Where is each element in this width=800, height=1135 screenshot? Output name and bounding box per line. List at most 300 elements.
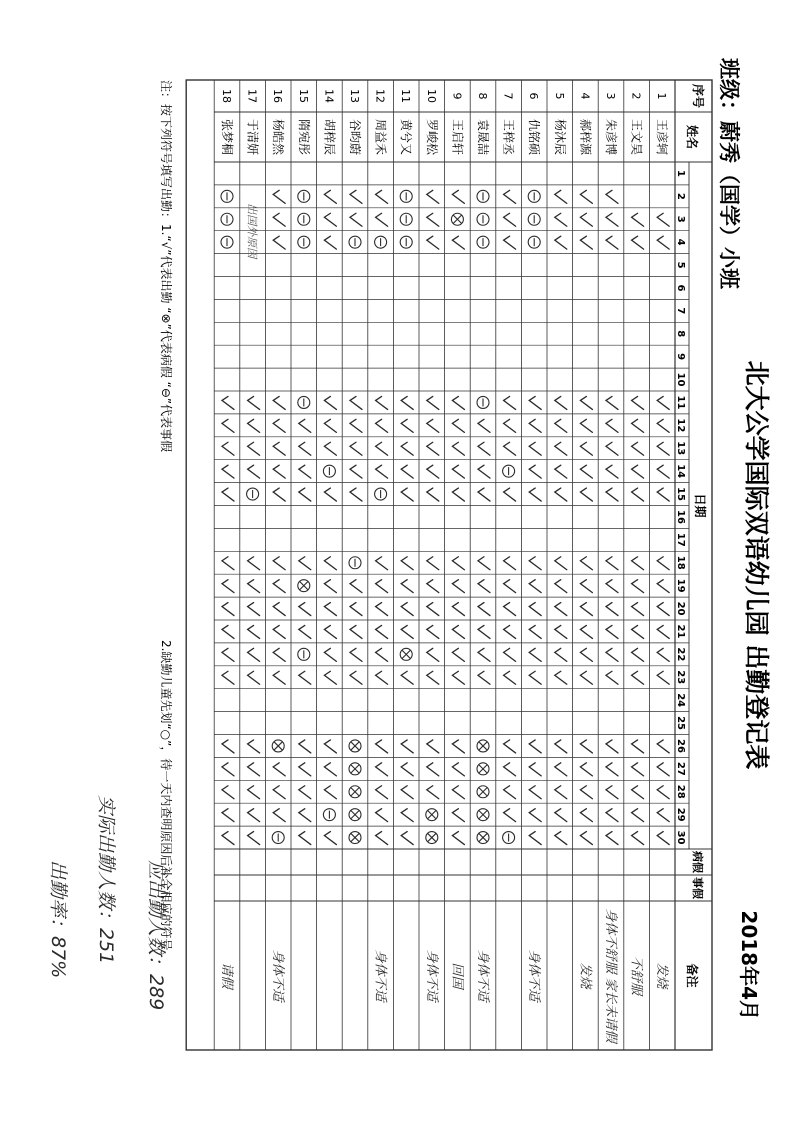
handwritten-note: 身体不适 bbox=[475, 949, 490, 1002]
handwritten-note: 发烧 bbox=[654, 962, 670, 989]
attendance-check-mark bbox=[222, 396, 234, 409]
attendance-check-mark bbox=[632, 557, 644, 570]
personal-leave-mark bbox=[503, 465, 515, 477]
attendance-check-mark bbox=[452, 190, 464, 203]
attendance-check-mark bbox=[324, 488, 336, 501]
day-number: 29 bbox=[675, 807, 686, 822]
attendance-check-mark bbox=[555, 832, 567, 845]
attendance-check-mark bbox=[324, 557, 336, 570]
sick-leave-mark bbox=[477, 740, 489, 752]
attendance-check-mark bbox=[324, 603, 336, 616]
attendance-check-mark bbox=[401, 786, 413, 799]
attendance-check-mark bbox=[299, 763, 311, 776]
attendance-check-mark bbox=[299, 488, 311, 501]
personal-leave-mark bbox=[298, 396, 310, 408]
attendance-check-mark bbox=[376, 786, 388, 799]
attendance-check-mark bbox=[580, 396, 592, 409]
attendance-check-mark bbox=[324, 648, 336, 661]
attendance-check-mark bbox=[427, 465, 439, 478]
attendance-check-mark bbox=[376, 213, 388, 226]
attendance-check-mark bbox=[427, 740, 439, 753]
attendance-check-mark bbox=[606, 671, 618, 684]
attendance-check-mark bbox=[529, 763, 541, 776]
attendance-check-mark bbox=[555, 488, 567, 501]
personal-leave-mark bbox=[349, 557, 361, 569]
attendance-check-mark bbox=[529, 580, 541, 593]
personal-leave-mark bbox=[400, 190, 412, 202]
attendance-check-mark bbox=[580, 603, 592, 616]
attendance-check-mark bbox=[606, 786, 618, 799]
sick-leave-mark bbox=[477, 763, 489, 775]
sick-leave-header: 病假 bbox=[691, 851, 704, 873]
attendance-check-mark bbox=[504, 190, 516, 203]
attendance-check-mark bbox=[273, 190, 285, 203]
personal-leave-mark bbox=[528, 190, 540, 202]
attendance-check-mark bbox=[299, 740, 311, 753]
attendance-check-mark bbox=[529, 625, 541, 638]
attendance-check-mark bbox=[376, 190, 388, 203]
day-number: 5 bbox=[675, 261, 686, 269]
attendance-check-mark bbox=[504, 740, 516, 753]
sick-leave-mark bbox=[426, 809, 438, 821]
attendance-check-mark bbox=[401, 488, 413, 501]
attendance-check-mark bbox=[606, 213, 618, 226]
attendance-check-mark bbox=[248, 832, 260, 845]
attendance-check-mark bbox=[376, 557, 388, 570]
attendance-check-mark bbox=[606, 465, 618, 478]
personal-leave-mark bbox=[477, 236, 489, 248]
attendance-check-mark bbox=[376, 671, 388, 684]
attendance-check-mark bbox=[324, 442, 336, 455]
attendance-check-mark bbox=[632, 236, 644, 249]
attendance-check-mark bbox=[299, 832, 311, 845]
attendance-check-mark bbox=[248, 465, 260, 478]
attendance-check-mark bbox=[504, 786, 516, 799]
attendance-check-mark bbox=[606, 625, 618, 638]
attendance-check-mark bbox=[606, 190, 618, 203]
attendance-check-mark bbox=[324, 786, 336, 799]
attendance-check-mark bbox=[657, 786, 669, 799]
sick-leave-mark bbox=[272, 740, 284, 752]
attendance-check-mark bbox=[299, 671, 311, 684]
attendance-check-mark bbox=[273, 786, 285, 799]
attendance-check-mark bbox=[632, 465, 644, 478]
day-number: 19 bbox=[675, 578, 686, 593]
attendance-check-mark bbox=[657, 809, 669, 822]
student-number: 6 bbox=[527, 92, 541, 100]
attendance-check-mark bbox=[222, 580, 234, 593]
attendance-check-mark bbox=[555, 557, 567, 570]
attendance-check-mark bbox=[376, 419, 388, 432]
personal-leave-mark bbox=[400, 236, 412, 248]
attendance-check-mark bbox=[478, 580, 490, 593]
attendance-check-mark bbox=[478, 557, 490, 570]
attendance-check-mark bbox=[657, 763, 669, 776]
student-name: 于清妍 bbox=[245, 118, 260, 156]
personal-leave-mark bbox=[503, 832, 515, 844]
attendance-check-mark bbox=[632, 786, 644, 799]
attendance-check-mark bbox=[350, 396, 362, 409]
sick-leave-mark bbox=[349, 763, 361, 775]
attendance-check-mark bbox=[580, 190, 592, 203]
attendance-check-mark bbox=[632, 580, 644, 593]
attendance-check-mark bbox=[555, 786, 567, 799]
attendance-check-mark bbox=[273, 419, 285, 432]
day-number: 1 bbox=[675, 169, 686, 177]
attendance-check-mark bbox=[222, 671, 234, 684]
attendance-check-mark bbox=[427, 442, 439, 455]
attendance-check-mark bbox=[427, 419, 439, 432]
attendance-check-mark bbox=[248, 740, 260, 753]
attendance-check-mark bbox=[606, 763, 618, 776]
attendance-check-mark bbox=[478, 648, 490, 661]
attendance-check-mark bbox=[401, 442, 413, 455]
attendance-check-mark bbox=[299, 786, 311, 799]
attendance-check-mark bbox=[248, 396, 260, 409]
attendance-check-mark bbox=[376, 740, 388, 753]
student-name: 袁晟喆 bbox=[476, 118, 490, 156]
attendance-check-mark bbox=[350, 603, 362, 616]
name-header: 姓名 bbox=[685, 124, 699, 150]
day-number: 11 bbox=[675, 395, 686, 410]
attendance-rate: 出勤率：87% bbox=[47, 860, 69, 979]
student-number: 9 bbox=[450, 92, 464, 100]
attendance-check-mark bbox=[248, 580, 260, 593]
day-number: 27 bbox=[675, 761, 686, 776]
day-number: 2 bbox=[675, 192, 686, 200]
attendance-check-mark bbox=[248, 557, 260, 570]
personal-leave-mark bbox=[298, 236, 310, 248]
student-number: 15 bbox=[296, 89, 310, 103]
attendance-check-mark bbox=[632, 648, 644, 661]
attendance-check-mark bbox=[222, 465, 234, 478]
attendance-check-mark bbox=[401, 671, 413, 684]
day-number: 8 bbox=[675, 330, 686, 338]
attendance-check-mark bbox=[657, 236, 669, 249]
handwritten-note: 身体不适 bbox=[372, 949, 388, 1002]
attendance-check-mark bbox=[452, 236, 464, 249]
attendance-check-mark bbox=[324, 671, 336, 684]
personal-leave-mark bbox=[477, 190, 489, 202]
day-number: 17 bbox=[675, 532, 686, 547]
attendance-check-mark bbox=[452, 648, 464, 661]
personal-leave-mark bbox=[298, 648, 310, 660]
crossed-out-note: 出国外原因 bbox=[245, 203, 259, 259]
personal-leave-mark bbox=[247, 488, 259, 500]
legend-note: 注：按下列符号填写出勤：1.“√”代表出勤 “⊗”代表病假 “⊖”代表事假 bbox=[159, 80, 173, 453]
notes-header: 备注 bbox=[685, 963, 699, 988]
attendance-check-mark bbox=[657, 419, 669, 432]
attendance-check-mark bbox=[452, 557, 464, 570]
attendance-check-mark bbox=[324, 419, 336, 432]
attendance-check-mark bbox=[555, 809, 567, 822]
attendance-check-mark bbox=[376, 580, 388, 593]
attendance-check-mark bbox=[580, 419, 592, 432]
attendance-check-mark bbox=[580, 740, 592, 753]
attendance-check-mark bbox=[222, 442, 234, 455]
attendance-check-mark bbox=[273, 625, 285, 638]
student-name: 王文昊 bbox=[629, 118, 644, 156]
day-number: 20 bbox=[675, 601, 686, 616]
attendance-check-mark bbox=[606, 580, 618, 593]
attendance-check-mark bbox=[555, 603, 567, 616]
attendance-check-mark bbox=[248, 648, 260, 661]
attendance-check-mark bbox=[580, 786, 592, 799]
attendance-check-mark bbox=[504, 557, 516, 570]
student-number: 13 bbox=[348, 89, 361, 103]
attendance-check-mark bbox=[376, 396, 388, 409]
attendance-check-mark bbox=[350, 625, 362, 638]
sick-leave-mark bbox=[349, 740, 361, 752]
day-number: 18 bbox=[675, 555, 686, 570]
attendance-check-mark bbox=[324, 236, 336, 249]
sheet-date: 2018年4月 bbox=[737, 910, 761, 1020]
attendance-check-mark bbox=[580, 236, 592, 249]
attendance-check-mark bbox=[606, 557, 618, 570]
class-label: 班级：蔚秀（国学）小班 bbox=[717, 58, 741, 289]
attendance-check-mark bbox=[555, 190, 567, 203]
attendance-check-mark bbox=[248, 763, 260, 776]
student-name: 谷昀蔚 bbox=[348, 118, 362, 156]
student-number: 10 bbox=[424, 89, 438, 103]
day-number: 15 bbox=[675, 487, 686, 502]
attendance-check-mark bbox=[427, 603, 439, 616]
attendance-check-mark bbox=[222, 625, 234, 638]
attendance-check-mark bbox=[529, 648, 541, 661]
day-number: 28 bbox=[675, 784, 686, 799]
attendance-check-mark bbox=[529, 488, 541, 501]
attendance-check-mark bbox=[580, 213, 592, 226]
attendance-check-mark bbox=[632, 442, 644, 455]
attendance-check-mark bbox=[401, 625, 413, 638]
attendance-check-mark bbox=[452, 740, 464, 753]
attendance-check-mark bbox=[606, 396, 618, 409]
attendance-check-mark bbox=[632, 740, 644, 753]
student-number: 14 bbox=[322, 89, 336, 103]
attendance-check-mark bbox=[273, 671, 285, 684]
attendance-check-mark bbox=[632, 213, 644, 226]
attendance-check-mark bbox=[504, 671, 516, 684]
personal-leave-header: 事假 bbox=[691, 877, 704, 899]
attendance-check-mark bbox=[222, 488, 234, 501]
attendance-check-mark bbox=[504, 419, 516, 432]
personal-leave-mark bbox=[477, 213, 489, 225]
attendance-check-mark bbox=[606, 488, 618, 501]
student-name: 朱彦博 bbox=[604, 118, 618, 156]
student-number: 17 bbox=[245, 89, 259, 103]
student-number: 5 bbox=[552, 92, 566, 100]
attendance-check-mark bbox=[427, 190, 439, 203]
day-number: 9 bbox=[675, 353, 686, 361]
attendance-check-mark bbox=[632, 832, 644, 845]
attendance-check-mark bbox=[452, 580, 464, 593]
attendance-check-mark bbox=[350, 671, 362, 684]
attendance-check-mark bbox=[452, 786, 464, 799]
attendance-check-mark bbox=[222, 740, 234, 753]
attendance-check-mark bbox=[555, 671, 567, 684]
attendance-check-mark bbox=[248, 442, 260, 455]
attendance-check-mark bbox=[248, 625, 260, 638]
attendance-check-mark bbox=[222, 419, 234, 432]
handwritten-note: 发烧 bbox=[577, 962, 593, 989]
attendance-check-mark bbox=[273, 648, 285, 661]
attendance-check-mark bbox=[529, 832, 541, 845]
seq-header: 序号 bbox=[691, 83, 705, 109]
day-number: 16 bbox=[675, 509, 686, 524]
sick-leave-mark bbox=[298, 580, 310, 592]
attendance-check-mark bbox=[606, 740, 618, 753]
attendance-check-mark bbox=[657, 557, 669, 570]
attendance-check-mark bbox=[273, 580, 285, 593]
personal-leave-mark bbox=[349, 236, 361, 248]
attendance-check-mark bbox=[555, 648, 567, 661]
student-name: 张梦桐 bbox=[220, 118, 234, 156]
personal-leave-mark bbox=[221, 236, 233, 248]
attendance-check-mark bbox=[350, 488, 362, 501]
personal-leave-mark bbox=[298, 190, 310, 202]
day-number: 22 bbox=[675, 647, 686, 662]
attendance-check-mark bbox=[427, 625, 439, 638]
attendance-check-mark bbox=[222, 786, 234, 799]
attendance-check-mark bbox=[427, 236, 439, 249]
attendance-check-mark bbox=[324, 763, 336, 776]
attendance-check-mark bbox=[504, 442, 516, 455]
attendance-check-mark bbox=[273, 488, 285, 501]
handwritten-note: 不舒服 bbox=[628, 955, 644, 996]
attendance-check-mark bbox=[580, 832, 592, 845]
attendance-check-mark bbox=[606, 648, 618, 661]
attendance-check-mark bbox=[555, 419, 567, 432]
attendance-check-mark bbox=[299, 465, 311, 478]
attendance-check-mark bbox=[222, 832, 234, 845]
attendance-check-mark bbox=[452, 603, 464, 616]
attendance-check-mark bbox=[452, 832, 464, 845]
attendance-check-mark bbox=[529, 419, 541, 432]
sick-leave-mark bbox=[426, 832, 438, 844]
attendance-check-mark bbox=[401, 763, 413, 776]
attendance-check-mark bbox=[376, 625, 388, 638]
attendance-check-mark bbox=[299, 603, 311, 616]
attendance-table bbox=[186, 80, 712, 1050]
personal-leave-mark bbox=[528, 213, 540, 225]
attendance-check-mark bbox=[580, 580, 592, 593]
sick-leave-mark bbox=[477, 809, 489, 821]
attendance-check-mark bbox=[427, 488, 439, 501]
attendance-check-mark bbox=[657, 603, 669, 616]
personal-leave-mark bbox=[375, 236, 387, 248]
attendance-check-mark bbox=[427, 671, 439, 684]
student-name: 仇铭硕 bbox=[527, 118, 542, 156]
attendance-check-mark bbox=[478, 625, 490, 638]
attendance-check-mark bbox=[273, 442, 285, 455]
attendance-check-mark bbox=[529, 442, 541, 455]
attendance-check-mark bbox=[401, 832, 413, 845]
attendance-check-mark bbox=[273, 236, 285, 249]
student-number: 7 bbox=[501, 92, 515, 100]
day-number: 7 bbox=[675, 307, 686, 315]
attendance-check-mark bbox=[273, 465, 285, 478]
attendance-check-mark bbox=[580, 488, 592, 501]
attendance-check-mark bbox=[350, 213, 362, 226]
attendance-check-mark bbox=[350, 580, 362, 593]
attendance-check-mark bbox=[580, 763, 592, 776]
attendance-check-mark bbox=[452, 396, 464, 409]
attendance-check-mark bbox=[401, 419, 413, 432]
attendance-check-mark bbox=[529, 809, 541, 822]
attendance-check-mark bbox=[273, 809, 285, 822]
personal-leave-mark bbox=[528, 236, 540, 248]
attendance-check-mark bbox=[555, 740, 567, 753]
attendance-check-mark bbox=[555, 213, 567, 226]
attendance-check-mark bbox=[376, 809, 388, 822]
attendance-check-mark bbox=[580, 557, 592, 570]
attendance-check-mark bbox=[427, 557, 439, 570]
day-number: 6 bbox=[675, 284, 686, 292]
attendance-check-mark bbox=[401, 603, 413, 616]
personal-leave-mark bbox=[400, 213, 412, 225]
attendance-check-mark bbox=[580, 809, 592, 822]
student-name: 郝梓源 bbox=[578, 118, 593, 156]
attendance-check-mark bbox=[299, 557, 311, 570]
attendance-check-mark bbox=[273, 213, 285, 226]
attendance-check-mark bbox=[401, 580, 413, 593]
attendance-check-mark bbox=[478, 603, 490, 616]
attendance-check-mark bbox=[657, 442, 669, 455]
sick-leave-mark bbox=[349, 809, 361, 821]
attendance-check-mark bbox=[632, 396, 644, 409]
personal-leave-mark bbox=[323, 465, 335, 477]
attendance-check-mark bbox=[324, 213, 336, 226]
attendance-check-mark bbox=[324, 625, 336, 638]
attendance-check-mark bbox=[657, 213, 669, 226]
attendance-check-mark bbox=[222, 763, 234, 776]
day-number: 14 bbox=[675, 464, 686, 479]
attendance-check-mark bbox=[350, 465, 362, 478]
attendance-check-mark bbox=[478, 442, 490, 455]
attendance-check-mark bbox=[248, 419, 260, 432]
attendance-check-mark bbox=[580, 648, 592, 661]
attendance-check-mark bbox=[504, 488, 516, 501]
attendance-check-mark bbox=[273, 557, 285, 570]
attendance-check-mark bbox=[580, 671, 592, 684]
attendance-check-mark bbox=[376, 763, 388, 776]
actual-attendance: 实际出勤人数：251 bbox=[95, 795, 117, 965]
attendance-check-mark bbox=[632, 671, 644, 684]
handwritten-note: 请假 bbox=[219, 962, 234, 989]
sick-leave-mark bbox=[349, 786, 361, 798]
attendance-check-mark bbox=[657, 832, 669, 845]
attendance-check-mark bbox=[376, 648, 388, 661]
attendance-check-mark bbox=[452, 442, 464, 455]
sick-leave-mark bbox=[349, 832, 361, 844]
attendance-check-mark bbox=[632, 603, 644, 616]
student-name: 罗峻松 bbox=[424, 118, 439, 156]
personal-leave-mark bbox=[272, 832, 284, 844]
attendance-check-mark bbox=[324, 190, 336, 203]
attendance-check-mark bbox=[299, 442, 311, 455]
attendance-check-mark bbox=[632, 625, 644, 638]
attendance-check-mark bbox=[222, 557, 234, 570]
student-number: 3 bbox=[604, 92, 617, 100]
sheet-title: 北大公学国际双语幼儿园 出勤登记表 bbox=[742, 360, 771, 770]
attendance-check-mark bbox=[248, 603, 260, 616]
student-number: 12 bbox=[373, 89, 387, 103]
attendance-check-mark bbox=[248, 809, 260, 822]
attendance-check-mark bbox=[555, 763, 567, 776]
attendance-check-mark bbox=[529, 740, 541, 753]
handwritten-note: 身体不适 bbox=[526, 949, 542, 1002]
personal-leave-mark bbox=[221, 213, 233, 225]
